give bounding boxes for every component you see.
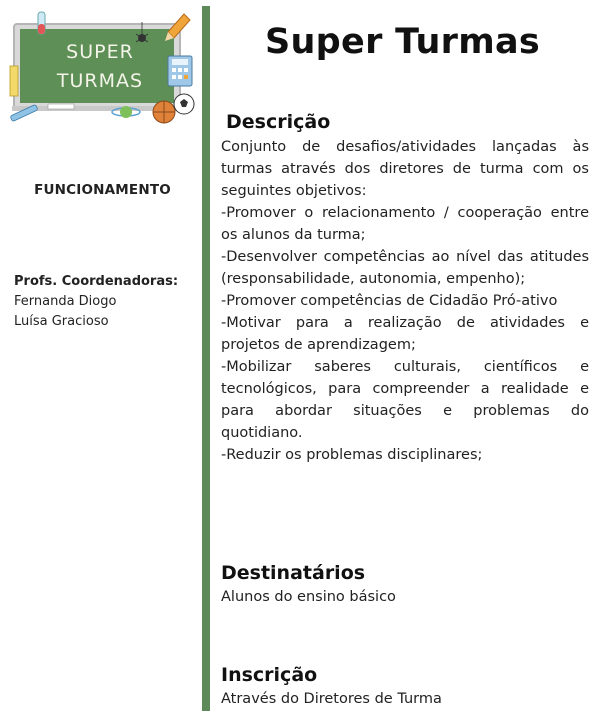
vertical-divider (202, 6, 210, 711)
description-paragraph: -Desenvolver competências ao nível das atitudes (responsabilidade, autonomia, empenho); (221, 249, 589, 287)
page-title: Super Turmas (264, 22, 541, 62)
test-tube-icon (38, 12, 45, 34)
description-paragraph: Conjunto de desafios/atividades lançadas às turmas através dos diretores de turma com os seguintes objetivos: (221, 139, 589, 199)
soccer-ball-icon (174, 94, 194, 114)
ruler-icon (10, 66, 18, 96)
description-paragraph: -Reduzir os problemas disciplinares; (221, 447, 483, 463)
coordinators-block (14, 272, 199, 332)
logo-line1: SUPER (66, 41, 134, 63)
logo-line2: TURMAS (56, 70, 144, 92)
description-paragraph: -Mobilizar saberes culturais, científicos e tecnológicos, para compreender a realidade e para abordar situações e problemas do quotidiano. (221, 359, 589, 441)
description-body (221, 136, 589, 466)
description-paragraph: -Promover o relacionamento / cooperação entre os alunos da turma; (221, 205, 589, 243)
super-turmas-logo (8, 8, 198, 126)
recipients-heading: Destinatários (221, 562, 366, 584)
basketball-icon (153, 101, 175, 123)
section-heading-functioning: FUNCIONAMENTO (34, 182, 171, 198)
description-paragraph: -Motivar para a realização de atividades e projetos de aprendizagem; (221, 315, 589, 353)
registration-heading: Inscrição (221, 664, 318, 686)
coordinator-name: Luísa Gracioso (14, 314, 109, 329)
coordinators-label: Profs. Coordenadoras: (14, 274, 179, 289)
calculator-icon (168, 56, 192, 86)
description-heading: Descrição (226, 111, 331, 133)
coordinator-name: Fernanda Diogo (14, 294, 117, 309)
registration-text: Através do Diretores de Turma (221, 691, 442, 707)
recipients-text: Alunos do ensino básico (221, 589, 396, 605)
description-paragraph: -Promover competências de Cidadão Pró-ativo (221, 293, 558, 309)
